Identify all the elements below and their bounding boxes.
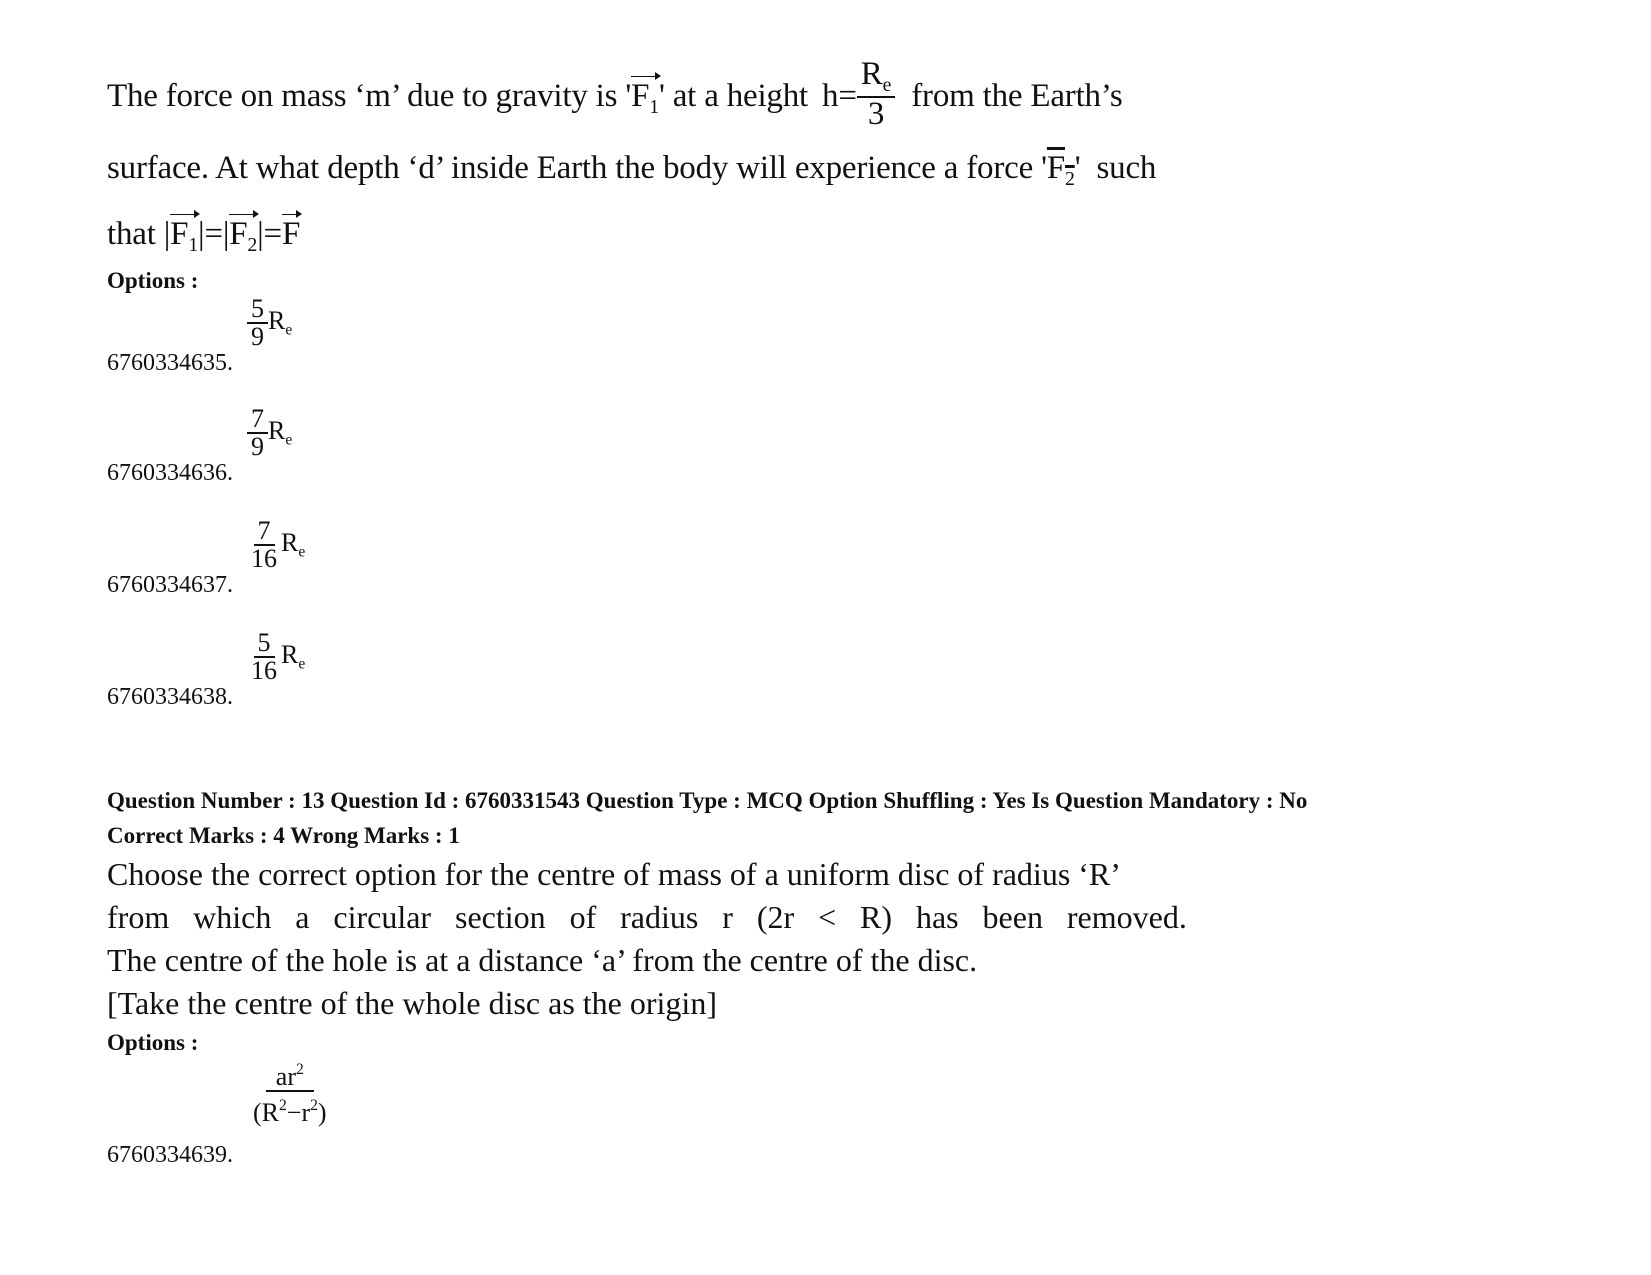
vector-f1: [631, 78, 659, 119]
q12-line-2: [107, 150, 1156, 191]
word: circular: [333, 899, 432, 935]
subscript: e: [298, 543, 306, 561]
option-id: 6760334638.: [107, 684, 233, 710]
fraction-denominator: 16: [251, 656, 277, 685]
q13-meta-line-1: Question Number : 13 Question Id : 6760331543 Question Type : MCQ Option Shuffling : Yes Is Question Mandatory : No: [107, 788, 1308, 813]
subscript: 2: [247, 233, 258, 256]
fraction-denominator: [247, 1092, 333, 1126]
variable: R: [281, 527, 299, 557]
subscript: e: [285, 431, 293, 449]
fraction-numerator: R: [860, 56, 883, 92]
word: of: [569, 899, 597, 935]
option-id: 6760334636.: [107, 460, 233, 486]
denominator-text: (R: [253, 1097, 279, 1127]
q13-options-label: Options :: [107, 1030, 199, 1055]
word: (2r: [756, 899, 795, 935]
word: which: [193, 899, 272, 935]
vector-f1: [170, 216, 198, 257]
fraction-numerator: [266, 1062, 314, 1092]
vector-f2: [1046, 150, 1075, 190]
subscript: 2: [1065, 167, 1075, 190]
fraction-denominator: 3: [867, 95, 885, 132]
q12-text: that: [107, 216, 156, 252]
q12-text: The force on mass ‘m’ due to gravity is ': [107, 77, 632, 114]
denominator-text: ): [317, 1097, 327, 1127]
q13-line-4: [Take the centre of the whole disc as the origin]: [107, 985, 717, 1021]
subscript: e: [285, 321, 293, 339]
superscript: 2: [296, 1061, 304, 1078]
q13-line-2: [107, 899, 1187, 936]
fraction-numerator: 5: [254, 630, 275, 658]
fraction-numerator: 5: [247, 296, 268, 324]
q13-line-1: Choose the correct option for the centre of mass of a uniform disc of radius ‘R’: [107, 856, 1121, 892]
vector-letter: F: [170, 216, 189, 252]
q12-line-3: [107, 216, 300, 257]
denominator-text: −r: [286, 1097, 311, 1127]
q13-meta-line-2: Correct Marks : 4 Wrong Marks : 1: [107, 823, 460, 848]
math-symbol: |=|: [198, 216, 230, 252]
option-id: 6760334635.: [107, 350, 233, 376]
word: R): [860, 899, 893, 935]
word: a: [295, 899, 310, 935]
option-math: [247, 630, 305, 684]
fraction-denominator: 9: [251, 322, 264, 351]
superscript: 2: [279, 1096, 287, 1114]
fraction-numerator: 7: [254, 518, 275, 546]
subscript: e: [298, 655, 306, 673]
q12-text: surface. At what depth ‘d’ inside Earth the body will experience a force ': [107, 150, 1047, 186]
word: section: [455, 899, 546, 935]
word: radius: [620, 899, 699, 935]
superscript: 2: [310, 1096, 318, 1114]
word: from: [107, 899, 170, 935]
word: removed.: [1066, 899, 1187, 935]
vector-letter: F: [281, 216, 301, 252]
vector-f2: [229, 216, 257, 257]
q12-text: from the Earth’s: [911, 77, 1123, 114]
variable: R: [268, 415, 286, 445]
q13-line-3: The centre of the hole is at a distance ‘a’ from the centre of the disc.: [107, 942, 978, 978]
option-math: [247, 406, 292, 460]
q12-line-1: [107, 56, 1123, 135]
option-id: 6760334639.: [107, 1142, 233, 1168]
variable: R: [281, 639, 299, 669]
subscript: 1: [188, 233, 199, 256]
subscript: e: [882, 73, 892, 96]
option-math: [247, 518, 305, 572]
numerator-text: ar: [275, 1061, 296, 1091]
vector-letter: F: [631, 77, 650, 114]
math-symbol: |: [163, 216, 171, 252]
word: <: [818, 899, 837, 935]
q12-text: ' at a height: [658, 77, 808, 114]
math-symbol: |=: [257, 216, 282, 252]
option-math: [247, 1062, 333, 1126]
word: has: [915, 899, 959, 935]
option-math: [247, 296, 292, 350]
word: r: [722, 899, 733, 935]
fraction-numerator: 7: [247, 406, 268, 434]
variable: R: [268, 305, 286, 335]
vector-letter: F: [229, 216, 248, 252]
fraction-denominator: 16: [251, 544, 277, 573]
word: been: [982, 899, 1043, 935]
height-symbol: h=: [822, 77, 857, 114]
q12-options-label: Options :: [107, 268, 199, 293]
q12-text: ': [1074, 150, 1081, 186]
vector-letter: F: [1046, 150, 1065, 186]
q12-text: such: [1096, 150, 1157, 186]
option-id: 6760334637.: [107, 572, 233, 598]
fraction-denominator: 9: [251, 432, 264, 461]
subscript: 1: [649, 95, 659, 118]
vector-f: [282, 216, 300, 253]
height-fraction: [857, 58, 895, 131]
